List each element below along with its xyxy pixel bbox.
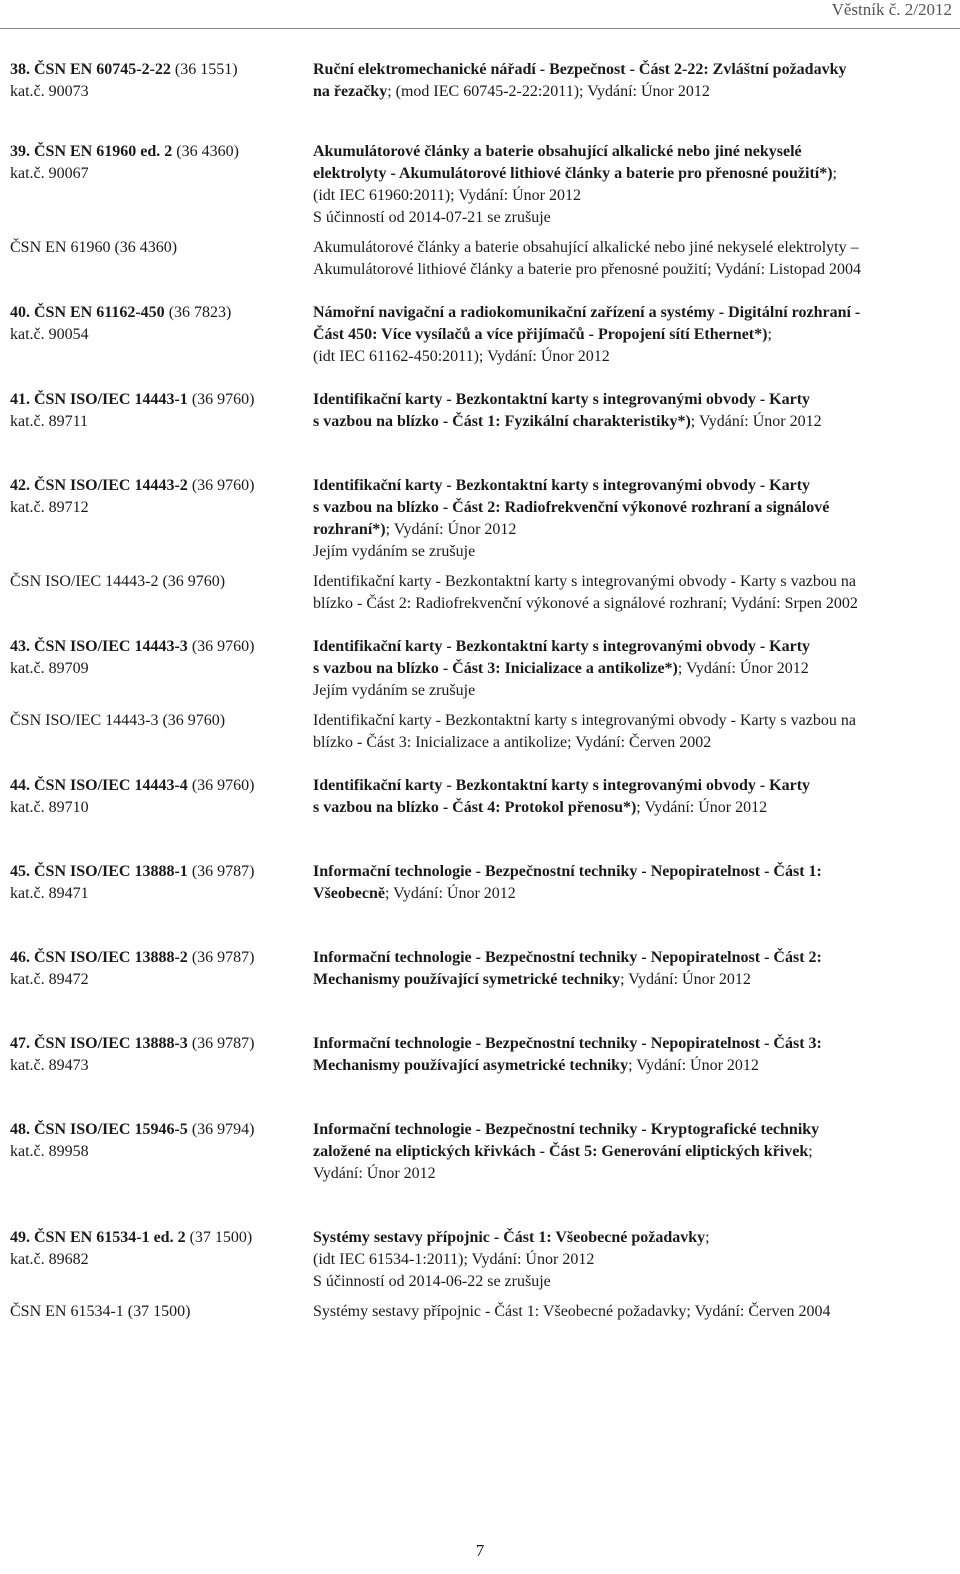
replaced-standard-title <box>313 571 948 615</box>
standard-entry <box>0 1119 960 1185</box>
standard-designation: ČSN ISO/IEC 13888-1 <box>34 863 188 880</box>
title-text: ; <box>767 326 772 343</box>
standard-entry <box>0 861 960 905</box>
title-text-bold: Informační technologie - Bezpečnostní techniky - Nepopiratelnost - Část 1: <box>313 863 822 880</box>
standard-entry <box>0 141 960 281</box>
replaced-standard-code: ČSN ISO/IEC 14443-2 (36 9760) <box>10 573 226 590</box>
replaced-standard <box>0 710 960 754</box>
classification-number: (36 9760) <box>187 777 255 794</box>
standard-code <box>10 141 313 163</box>
standard-entry <box>0 775 960 819</box>
title-text-bold: Informační technologie - Bezpečnostní techniky - Nepopiratelnost - Část 2: <box>313 949 822 966</box>
entry-primary <box>0 302 960 368</box>
entry-title <box>313 389 948 433</box>
standard-designation: ČSN EN 60745-2-22 <box>34 61 171 78</box>
standard-entry <box>0 302 960 368</box>
replaced-standard-title <box>313 710 948 754</box>
title-line <box>313 59 948 81</box>
title-line: Identifikační karty - Bezkontaktní karty s integrovanými obvody - Karty s vazbou na <box>313 712 856 729</box>
entry-primary <box>0 389 960 433</box>
entry-title <box>313 861 948 905</box>
entry-code-column <box>0 475 313 563</box>
entry-title <box>313 947 948 991</box>
entry-primary <box>0 1227 960 1293</box>
classification-number: (36 9787) <box>187 1035 255 1052</box>
title-text: S účinností od 2014-07-21 se zrušuje <box>313 209 551 226</box>
standard-designation: ČSN ISO/IEC 14443-3 <box>34 638 188 655</box>
standard-code <box>10 1033 313 1055</box>
title-text: ; (mod IEC 60745-2-22:2011); Vydání: Únor 2012 <box>387 83 710 100</box>
entry-code-column <box>0 59 313 103</box>
entry-title <box>313 1119 948 1185</box>
entry-primary <box>0 475 960 563</box>
replaced-standard-code: ČSN EN 61960 (36 4360) <box>10 239 178 256</box>
standard-entry <box>0 636 960 754</box>
entry-number: 47. <box>10 1035 30 1052</box>
entry-number: 45. <box>10 863 30 880</box>
title-line <box>313 1055 948 1077</box>
entry-title <box>313 1033 948 1077</box>
title-text-bold: Systémy sestavy přípojnic - Část 1: Všeobecné požadavky <box>313 1229 706 1246</box>
catalog-number: kat.č. 89958 <box>10 1143 89 1160</box>
title-text-bold: Část 450: Více vysílačů a více přijímačů - Propojení sítí Ethernet*) <box>313 326 768 343</box>
entry-code-column <box>0 861 313 905</box>
title-line <box>313 185 948 207</box>
entry-title <box>313 302 948 368</box>
title-line <box>313 1033 948 1055</box>
title-line <box>313 658 948 680</box>
entry-number: 49. <box>10 1229 30 1246</box>
title-text: S účinností od 2014-06-22 se zrušuje <box>313 1273 551 1290</box>
entry-number: 46. <box>10 949 30 966</box>
entry-number: 43. <box>10 638 30 655</box>
title-line <box>313 680 948 702</box>
standard-code <box>10 475 313 497</box>
standard-entry <box>0 947 960 991</box>
entry-number: 38. <box>10 61 30 78</box>
title-text: (idt IEC 61960:2011); Vydání: Únor 2012 <box>313 187 581 204</box>
standard-designation: ČSN ISO/IEC 15946-5 <box>34 1121 188 1138</box>
entry-primary <box>0 1033 960 1077</box>
entry-primary <box>0 861 960 905</box>
title-text-bold: Informační technologie - Bezpečnostní techniky - Nepopiratelnost - Část 3: <box>313 1035 822 1052</box>
title-line: Akumulátorové lithiové články a baterie pro přenosné použití; Vydání: Listopad 2004 <box>313 261 862 278</box>
entry-code-column <box>0 636 313 702</box>
title-line <box>313 1163 948 1185</box>
title-text-bold: Identifikační karty - Bezkontaktní karty s integrovanými obvody - Karty <box>313 777 811 794</box>
catalog-number: kat.č. 89473 <box>10 1057 89 1074</box>
title-text-bold: Všeobecně <box>313 885 385 902</box>
title-line <box>313 475 948 497</box>
title-text: ; Vydání: Únor 2012 <box>677 660 809 677</box>
catalog-number: kat.č. 89710 <box>10 799 89 816</box>
standard-code <box>10 302 313 324</box>
title-line <box>313 636 948 658</box>
title-text-bold: s vazbou na blízko - Část 2: Radiofrekvenční výkonové rozhraní a signálové <box>313 499 830 516</box>
title-line <box>313 1119 948 1141</box>
title-text-bold: Akumulátorové články a baterie obsahující alkalické nebo jiné nekyselé <box>313 143 802 160</box>
entry-number: 40. <box>10 304 30 321</box>
catalog-number: kat.č. 89471 <box>10 885 89 902</box>
replaced-standard <box>0 1301 960 1323</box>
title-text: (idt IEC 61534-1:2011); Vydání: Únor 2012 <box>313 1251 595 1268</box>
replaced-standard-title <box>313 1301 948 1323</box>
catalog-number: kat.č. 90054 <box>10 326 89 343</box>
title-text-bold: rozhraní*) <box>313 521 386 538</box>
title-line <box>313 207 948 229</box>
title-text: ; Vydání: Únor 2012 <box>636 799 768 816</box>
title-text-bold: Mechanismy používající symetrické techniky <box>313 971 621 988</box>
title-line <box>313 947 948 969</box>
catalog-number: kat.č. 90073 <box>10 83 89 100</box>
title-text: (idt IEC 61162-450:2011); Vydání: Únor 2012 <box>313 348 610 365</box>
standard-code <box>10 947 313 969</box>
catalog-number: kat.č. 89682 <box>10 1251 89 1268</box>
title-line <box>313 497 948 519</box>
title-text-bold: Ruční elektromechanické nářadí - Bezpečnost - Část 2-22: Zvláštní požadavky <box>313 61 847 78</box>
title-text: ; Vydání: Únor 2012 <box>385 521 517 538</box>
title-text-bold: elektrolyty - Akumulátorové lithiové články a baterie pro přenosné použití*) <box>313 165 833 182</box>
entry-primary <box>0 1119 960 1185</box>
title-line <box>313 1227 948 1249</box>
classification-number: (37 1500) <box>185 1229 253 1246</box>
entry-code-column <box>0 1033 313 1077</box>
entry-code-column <box>0 775 313 819</box>
title-text: Vydání: Únor 2012 <box>313 1165 436 1182</box>
classification-number: (36 4360) <box>172 143 239 160</box>
entry-number: 42. <box>10 477 30 494</box>
standard-entry <box>0 475 960 615</box>
title-line <box>313 163 948 185</box>
entry-primary <box>0 636 960 702</box>
title-text-bold: Námořní navigační a radiokomunikační zařízení a systémy - Digitální rozhraní - <box>313 304 861 321</box>
classification-number: (36 1551) <box>170 61 238 78</box>
classification-number: (36 9760) <box>187 638 255 655</box>
entry-code-column <box>0 302 313 368</box>
entry-title <box>313 141 948 229</box>
replaced-standard-title <box>313 237 948 281</box>
journal-title: Věstník č. 2/2012 <box>831 0 952 19</box>
entry-title <box>313 475 948 563</box>
catalog-number: kat.č. 89712 <box>10 499 89 516</box>
title-text: Jejím vydáním se zrušuje <box>313 543 476 560</box>
entry-title <box>313 636 948 702</box>
title-line: Akumulátorové články a baterie obsahující alkalické nebo jiné nekyselé elektrolyty – <box>313 239 859 256</box>
catalog-number: kat.č. 90067 <box>10 165 89 182</box>
entry-primary <box>0 141 960 229</box>
standard-code <box>10 59 313 81</box>
title-line <box>313 1249 948 1271</box>
entry-number: 39. <box>10 143 30 160</box>
title-text: ; Vydání: Únor 2012 <box>384 885 516 902</box>
title-text-bold: na řezačky <box>313 83 388 100</box>
title-text-bold: Identifikační karty - Bezkontaktní karty s integrovanými obvody - Karty <box>313 391 811 408</box>
standard-entry <box>0 1033 960 1077</box>
entry-number: 41. <box>10 391 30 408</box>
entry-code-column <box>0 1119 313 1185</box>
entry-primary <box>0 59 960 103</box>
standards-list <box>0 59 960 1323</box>
title-line <box>313 141 948 163</box>
standard-entry <box>0 1227 960 1323</box>
standard-designation: ČSN EN 61162-450 <box>34 304 165 321</box>
entry-title <box>313 1227 948 1293</box>
classification-number: (36 9760) <box>187 391 255 408</box>
entry-number: 48. <box>10 1121 30 1138</box>
entry-code-column <box>0 389 313 433</box>
entry-primary <box>0 775 960 819</box>
title-line: Identifikační karty - Bezkontaktní karty s integrovanými obvody - Karty s vazbou na <box>313 573 856 590</box>
entry-code-column <box>0 141 313 229</box>
replaced-standard-code: ČSN ISO/IEC 14443-3 (36 9760) <box>10 712 226 729</box>
title-text-bold: s vazbou na blízko - Část 3: Inicializace a antikolize*) <box>313 660 678 677</box>
title-line <box>313 389 948 411</box>
title-text-bold: Identifikační karty - Bezkontaktní karty s integrovanými obvody - Karty <box>313 638 811 655</box>
replaced-code-column <box>0 1301 313 1323</box>
replaced-code-column <box>0 237 313 281</box>
entry-primary <box>0 947 960 991</box>
entry-code-column <box>0 947 313 991</box>
standard-code <box>10 1227 313 1249</box>
header-divider <box>0 28 960 29</box>
replaced-standard-code: ČSN EN 61534-1 (37 1500) <box>10 1303 191 1320</box>
title-text-bold: Mechanismy používající asymetrické techniky <box>313 1057 629 1074</box>
classification-number: (36 9794) <box>187 1121 255 1138</box>
standard-designation: ČSN ISO/IEC 14443-1 <box>34 391 188 408</box>
title-line <box>313 411 948 433</box>
title-line <box>313 883 948 905</box>
classification-number: (36 7823) <box>164 304 232 321</box>
entry-code-column <box>0 1227 313 1293</box>
entry-number: 44. <box>10 777 30 794</box>
standard-code <box>10 1119 313 1141</box>
title-text-bold: Informační technologie - Bezpečnostní techniky - Kryptografické techniky <box>313 1121 820 1138</box>
replaced-code-column <box>0 571 313 615</box>
standard-designation: ČSN EN 61960 ed. 2 <box>34 143 173 160</box>
title-text: ; Vydání: Únor 2012 <box>620 971 751 988</box>
title-line <box>313 797 948 819</box>
classification-number: (36 9760) <box>187 477 255 494</box>
title-line <box>313 1271 948 1293</box>
title-text: ; <box>808 1143 813 1160</box>
entry-title <box>313 59 948 103</box>
title-line <box>313 302 948 324</box>
catalog-number: kat.č. 89472 <box>10 971 89 988</box>
title-text: ; Vydání: Únor 2012 <box>628 1057 759 1074</box>
standard-code <box>10 389 313 411</box>
classification-number: (36 9787) <box>187 863 255 880</box>
title-line <box>313 861 948 883</box>
title-text: ; Vydání: Únor 2012 <box>690 413 822 430</box>
catalog-number: kat.č. 89709 <box>10 660 89 677</box>
standard-designation: ČSN EN 61534-1 ed. 2 <box>34 1229 186 1246</box>
title-line: blízko - Část 2: Radiofrekvenční výkonové a signálové rozhraní; Vydání: Srpen 2002 <box>313 595 858 612</box>
title-line: blízko - Část 3: Inicializace a antikolize; Vydání: Červen 2002 <box>313 734 712 751</box>
classification-number: (36 9787) <box>187 949 255 966</box>
title-line <box>313 541 948 563</box>
title-line <box>313 1141 948 1163</box>
title-line <box>313 519 948 541</box>
standard-code <box>10 861 313 883</box>
replaced-code-column <box>0 710 313 754</box>
entry-title <box>313 775 948 819</box>
title-line <box>313 324 948 346</box>
standard-designation: ČSN ISO/IEC 14443-2 <box>34 477 188 494</box>
replaced-standard <box>0 237 960 281</box>
title-line <box>313 81 948 103</box>
title-text-bold: založené na eliptických křivkách - Část 5: Generování eliptických křivek <box>313 1143 809 1160</box>
replaced-standard <box>0 571 960 615</box>
standard-designation: ČSN ISO/IEC 13888-3 <box>34 1035 188 1052</box>
page-number: 7 <box>475 1541 485 1560</box>
title-text: ; <box>705 1229 710 1246</box>
standard-code <box>10 775 313 797</box>
title-text: Jejím vydáním se zrušuje <box>313 682 476 699</box>
title-text-bold: s vazbou na blízko - Část 4: Protokol přenosu*) <box>313 799 637 816</box>
standard-designation: ČSN ISO/IEC 14443-4 <box>34 777 188 794</box>
title-line <box>313 346 948 368</box>
title-text-bold: s vazbou na blízko - Část 1: Fyzikální charakteristiky*) <box>313 413 691 430</box>
standard-entry <box>0 59 960 103</box>
standard-designation: ČSN ISO/IEC 13888-2 <box>34 949 188 966</box>
standard-code <box>10 636 313 658</box>
standard-entry <box>0 389 960 433</box>
title-text: ; <box>832 165 837 182</box>
title-line <box>313 969 948 991</box>
title-line <box>313 775 948 797</box>
title-text-bold: Identifikační karty - Bezkontaktní karty s integrovanými obvody - Karty <box>313 477 811 494</box>
catalog-number: kat.č. 89711 <box>10 413 89 430</box>
title-line: Systémy sestavy přípojnic - Část 1: Všeobecné požadavky; Vydání: Červen 2004 <box>313 1303 831 1320</box>
